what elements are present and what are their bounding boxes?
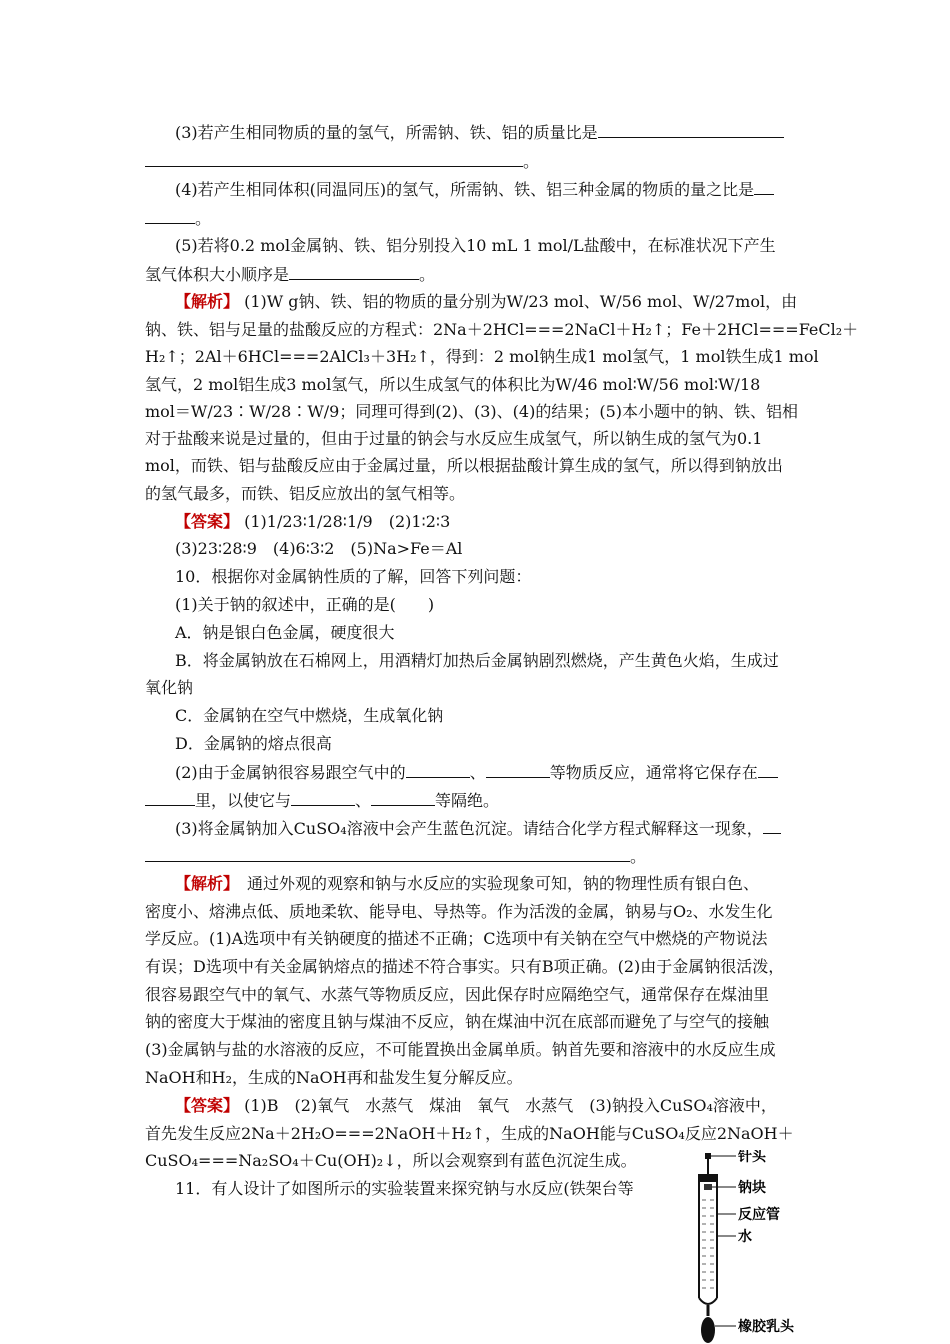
q9-part5-cont: 氢气体积大小顺序是 。 — [145, 265, 436, 284]
q9-analysis-line: H₂↑；2Al＋6HCl===2AlCl₃＋3H₂↑，得到：2 mol钠生成1 mol氢气，1 mol铁生成1 mol — [145, 347, 819, 366]
sodium-block — [704, 1184, 712, 1190]
label-reaction-tube: 反应管 — [738, 1207, 780, 1223]
q9-analysis-line: mol＝W/23∶W/28∶W/9；同理可得到(2)、(3)、(4)的结果；(5)本小题中的钠、铁、铝相 — [145, 402, 798, 421]
q10-analysis-line: (3)金属钠与盐的水溶液的反应，不可能置换出金属单质。钠首先要和溶液中的水反应生成 — [145, 1040, 776, 1059]
q9-analysis-line: 【解析】 (1)W g钠、铁、铝的物质的量分别为W/23 mol、W/56 mol、W/27mol，由 — [175, 292, 798, 311]
needle-head — [705, 1153, 711, 1159]
q10-analysis-line: 学反应。(1)A选项中有关钠硬度的描述不正确；C选项中有关钠在空气中燃烧的产物说法 — [145, 929, 768, 948]
q9-part3-text: (3)若产生相同物质的量的氢气，所需钠、铁、铝的质量比是 — [175, 123, 598, 142]
q10-part3: (3)将金属钠加入CuSO₄溶液中会产生蓝色沉淀。请结合化学方程式解释这一现象， — [175, 818, 840, 839]
answer-blank — [758, 762, 778, 778]
q10-analysis-line: 有误；D选项中有关金属钠熔点的描述不符合事实。只有B项正确。(2)由于金属钠很活泼， — [145, 957, 785, 976]
q9-part4-cont: 。 — [145, 208, 810, 229]
q9-analysis-line: mol，而铁、铝与盐酸反应由于金属过量，所以根据盐酸计算生成的氢气，所以得到钠放出 — [145, 456, 783, 475]
q9-answer: 【答案】 (1)1/23∶1/28∶1/9 (2)1∶2∶3 — [175, 512, 451, 531]
q10-analysis-line: NaOH和H₂，生成的NaOH再和盐发生复分解反应。 — [145, 1068, 523, 1087]
q10-answer-cont: CuSO₄===Na₂SO₄＋Cu(OH)₂↓，所以会观察到有蓝色沉淀生成。 — [145, 1151, 637, 1170]
q11-stem: 11．有人设计了如图所示的实验装置来探究钠与水反应(铁架台等 — [175, 1179, 634, 1198]
answer-blank — [291, 790, 355, 806]
q10-part2: (2)由于金属钠很容易跟空气中的 、 等物质反应，通常将它保存在 — [175, 762, 840, 783]
label-rubber-bulb: 橡胶乳头 — [738, 1319, 794, 1335]
q10-option-d: D．金属钠的熔点很高 — [175, 734, 332, 753]
answer-tag: 【答案】 — [175, 1096, 240, 1115]
answer-blank — [145, 790, 195, 806]
q10-analysis-line: 【解析】 通过外观的观察和钠与水反应的实验现象可知，钠的物理性质有银白色、 — [175, 874, 760, 893]
q10-analysis-line: 密度小、熔沸点低、质地柔软、能导电、导热等。作为活泼的金属，钠易与O₂、水发生化 — [145, 902, 773, 921]
answer-blank — [371, 790, 435, 806]
label-needle: 针头 — [738, 1150, 766, 1165]
analysis-tag: 【解析】 — [175, 292, 240, 311]
q9-analysis-line: 对于盐酸来说是过量的，但由于过量的钠会与水反应生成氢气，所以钠生成的氢气为0.1 — [145, 429, 763, 448]
answer-blank — [145, 151, 523, 167]
q10-stem: 10．根据你对金属钠性质的了解，回答下列问题： — [175, 567, 532, 586]
q10-part3-cont: 。 — [145, 846, 810, 867]
q10-part1: (1)关于钠的叙述中，正确的是( ) — [175, 595, 435, 614]
answer-blank — [763, 818, 781, 834]
q10-analysis-line: 很容易跟空气中的氧气、水蒸气等物质反应，因此保存时应隔绝空气，通常保存在煤油里 — [145, 985, 770, 1004]
q9-analysis-line: 的氢气最多，而铁、铝反应放出的氢气相等。 — [145, 484, 466, 503]
answer-blank — [145, 846, 630, 862]
q10-option-a: A．钠是银白色金属，硬度很大 — [175, 623, 395, 642]
q10-part2-cont: 里，以使它与 、 等隔绝。 — [145, 790, 810, 811]
tube-bottom — [699, 1298, 717, 1304]
answer-blank — [598, 122, 784, 138]
apparatus-diagram — [690, 1150, 810, 1344]
q9-part4: (4)若产生相同体积(同温同压)的氢气，所需钠、铁、铝三种金属的物质的量之比是 — [175, 179, 840, 200]
water-fill — [702, 1200, 714, 1288]
q10-answer-cont: 首先发生反应2Na＋2H₂O===2NaOH＋H₂↑，生成的NaOH能与CuSO₄反应2NaOH＋ — [145, 1124, 794, 1143]
q10-answer: 【答案】 (1)B (2)氧气 水蒸气 煤油 氧气 水蒸气 (3)钠投入CuSO₄溶液中， — [175, 1096, 777, 1115]
answer-blank — [289, 264, 419, 280]
q9-analysis-line: 氢气，2 mol铝生成3 mol氢气，所以生成氢气的体积比为W/46 mol∶W/56 mol∶W/18 — [145, 375, 761, 394]
analysis-tag: 【解析】 — [175, 874, 232, 893]
q10-option-b: B．将金属钠放在石棉网上，用酒精灯加热后金属钠剧烈燃烧，产生黄色火焰，生成过 — [175, 651, 779, 670]
rubber-bulb — [701, 1317, 715, 1343]
q10-option-b-cont: 氧化钠 — [145, 678, 194, 697]
q9-analysis-line: 钠、铁、铝与足量的盐酸反应的方程式：2Na＋2HCl===2NaCl＋H₂↑；Fe＋2HCl===FeCl₂＋ — [145, 320, 859, 339]
q9-answer-cont: (3)23∶28∶9 (4)6∶3∶2 (5)Na>Fe＝Al — [175, 539, 463, 558]
q9-part5: (5)若将0.2 mol金属钠、铁、铝分别投入10 mL 1 mol/L盐酸中，在标准状况下产生 — [175, 236, 776, 255]
answer-blank — [754, 179, 774, 195]
stopper — [698, 1174, 718, 1182]
q10-analysis-line: 钠的密度大于煤油的密度且钠与煤油不反应，钠在煤油中沉在底部而避免了与空气的接触 — [145, 1012, 770, 1031]
q9-part3 — [175, 122, 840, 143]
label-sodium-block: 钠块 — [738, 1180, 766, 1196]
q10-option-c: C．金属钠在空气中燃烧，生成氧化钠 — [175, 706, 444, 725]
answer-tag: 【答案】 — [175, 512, 240, 531]
answer-blank — [406, 762, 470, 778]
label-water: 水 — [738, 1229, 752, 1245]
answer-blank — [486, 762, 550, 778]
answer-blank — [145, 208, 195, 224]
q9-part3-cont: 。 — [145, 151, 810, 172]
